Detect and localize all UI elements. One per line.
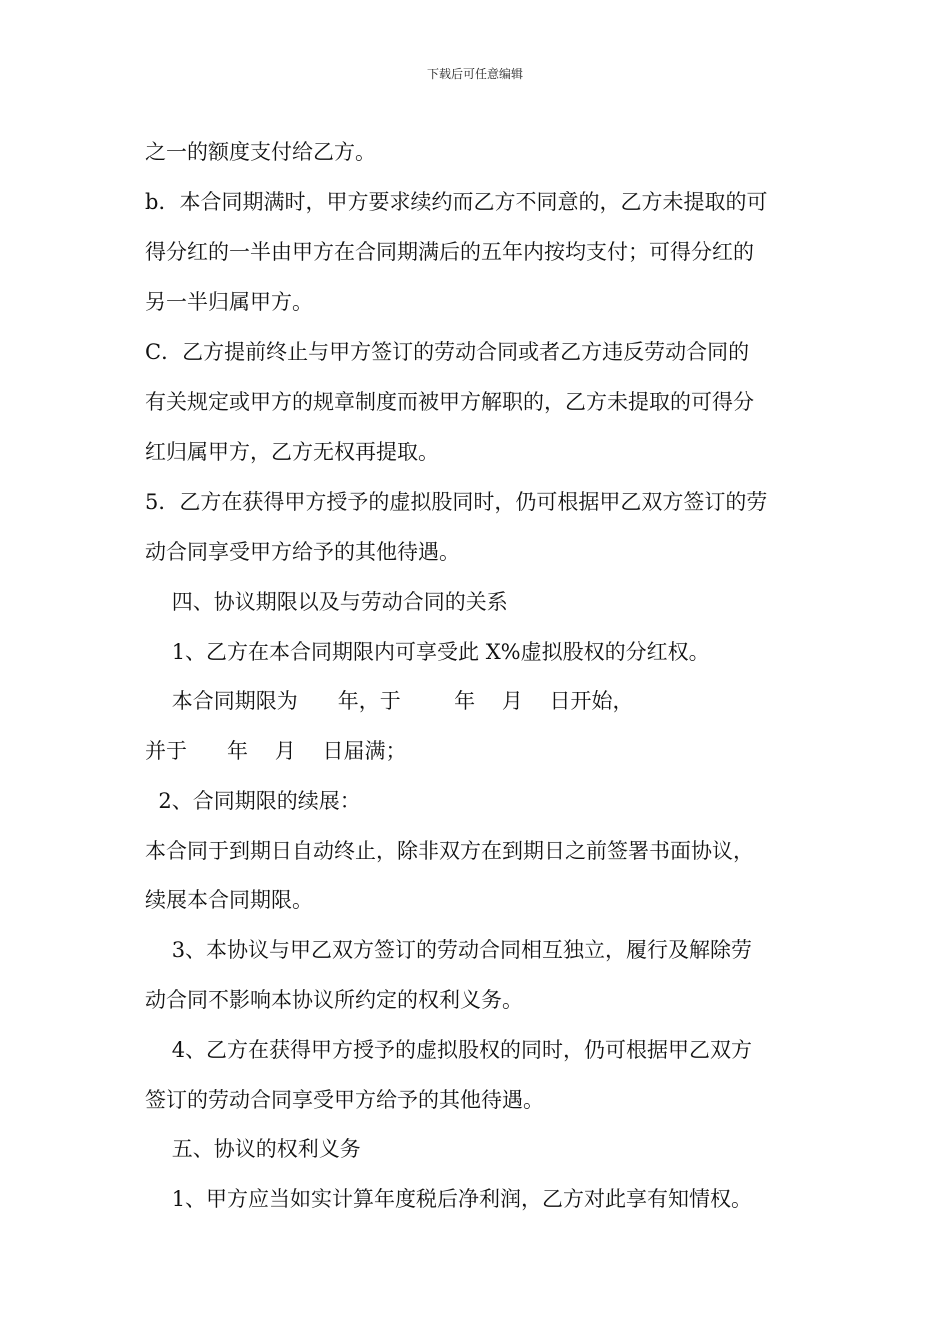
text-line: 之一的额度支付给乙方。 <box>145 140 376 164</box>
text-line: 红归属甲方，乙方无权再提取。 <box>145 440 439 464</box>
text-line: b．本合同期满时，甲方要求续约而乙方不同意的，乙方未提取的可 <box>145 190 768 214</box>
text-line: 本合同于到期日自动终止，除非双方在到期日之前签署书面协议， <box>145 839 754 863</box>
text-line: 2、合同期限的续展： <box>145 789 361 813</box>
text-line: 续展本合同期限。 <box>145 888 313 912</box>
text-line: 并于 年 月 日届满； <box>145 739 407 763</box>
text-line: 签订的劳动合同享受甲方给予的其他待遇。 <box>145 1088 544 1112</box>
text-line: 有关规定或甲方的规章制度而被甲方解职的，乙方未提取的可得分 <box>145 390 754 414</box>
text-line: 动合同不影响本协议所约定的权利义务。 <box>145 988 523 1012</box>
text-line: 另一半归属甲方。 <box>145 290 313 314</box>
text-line: 动合同享受甲方给予的其他待遇。 <box>145 540 460 564</box>
text-line: 4、乙方在获得甲方授予的虚拟股权的同时，仍可根据甲乙双方 <box>145 1038 753 1062</box>
text-line: 得分红的一半由甲方在合同期满后的五年内按均支付；可得分红的 <box>145 240 754 264</box>
section-heading: 四、协议期限以及与劳动合同的关系 <box>145 590 508 614</box>
text-line: 本合同期限为 年，于 年 月 日开始， <box>145 689 634 713</box>
text-line: 3、本协议与甲乙双方签订的劳动合同相互独立，履行及解除劳 <box>145 938 753 962</box>
page-header: 下载后可任意编辑 <box>426 67 523 81</box>
section-heading: 五、协议的权利义务 <box>145 1137 361 1161</box>
text-line: C．乙方提前终止与甲方签订的劳动合同或者乙方违反劳动合同的 <box>145 340 750 364</box>
text-line: 5．乙方在获得甲方授予的虚拟股同时，仍可根据甲乙双方签订的劳 <box>145 490 768 514</box>
text-line: 1、乙方在本合同期限内可享受此 X%虚拟股权的分红权。 <box>145 640 710 664</box>
text-line: 1、甲方应当如实计算年度税后净利润，乙方对此享有知情权。 <box>145 1187 753 1211</box>
